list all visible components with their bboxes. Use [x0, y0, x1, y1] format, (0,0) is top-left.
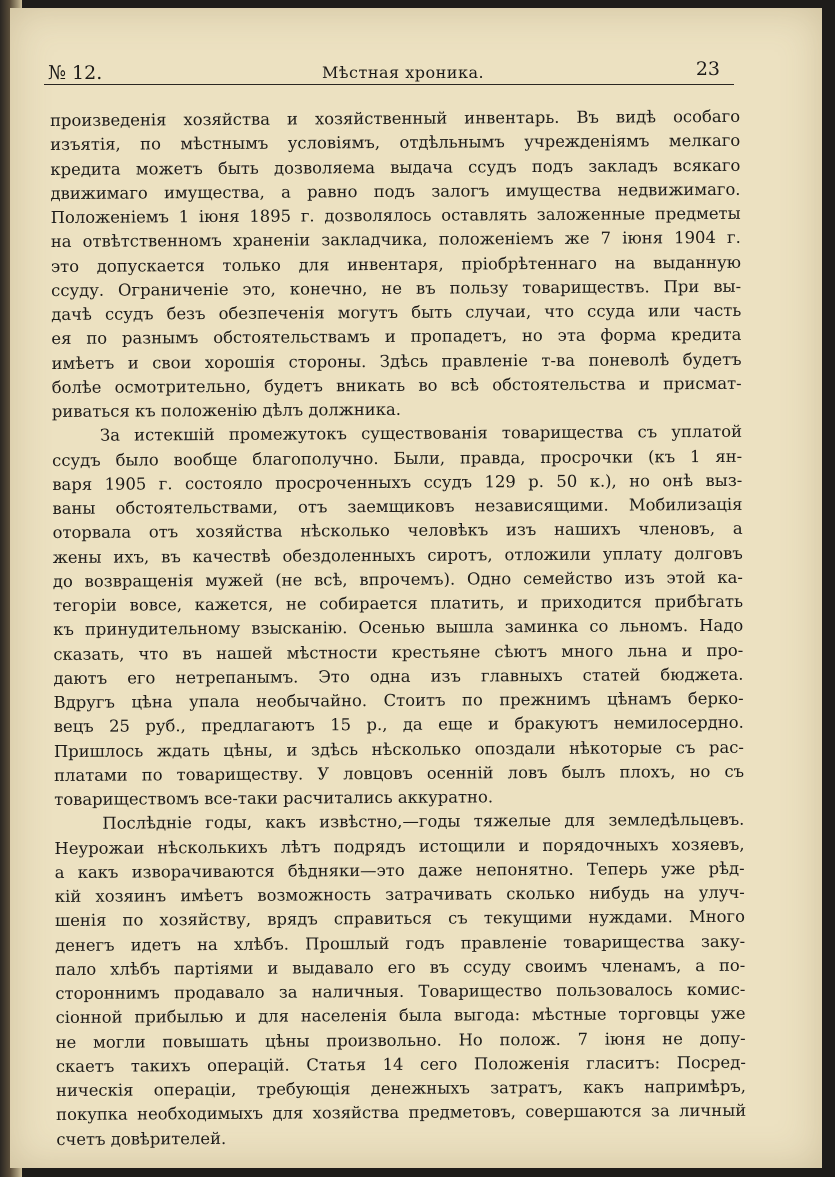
text-line: шенія по хозяйству, врядъ справиться съ текущими нуждами. Много	[54, 907, 746, 931]
text-line: сіонной прибылью и для населенія была выгода: мѣстные торговцы уже	[55, 1004, 746, 1028]
text-line: Неурожаи нѣсколькихъ лѣтъ подрядъ истощили и порядочныхъ хозяевъ,	[54, 834, 745, 858]
text-line: кій хозяинъ имѣетъ возможность затрачивать сколько нибудь на улуч-	[54, 882, 745, 906]
text-line: За истекшій промежутокъ существованія товарищества съ уплатой	[99, 422, 743, 445]
text-line: стороннимъ продавало за наличныя. Товарищество пользовалось комис-	[55, 979, 746, 1003]
text-line: это допускается только для инвентаря, пріобрѣтеннаго на выданную	[50, 252, 742, 276]
paragraph	[52, 420, 744, 812]
header-rule	[44, 84, 734, 85]
text-line: Положеніемъ 1 іюня 1895 г. дозволялось оставлять заложенные предметы	[50, 203, 741, 227]
paragraph	[50, 105, 742, 424]
text-line: а какъ изворачиваются бѣдняки—это даже непонятно. Теперь уже рѣд-	[54, 858, 745, 882]
running-header	[40, 58, 734, 84]
text-line: ническія операціи, требующія денежныхъ затратъ, какъ напримѣръ,	[55, 1076, 747, 1100]
text-line: изъятія, по мѣстнымъ условіямъ, отдѣльнымъ учрежденіямъ мелкаго	[50, 131, 741, 155]
text-line: не могли повышать цѣны произвольно. Но полож. 7 іюня не допу-	[55, 1028, 746, 1052]
issue-number: № 12.	[48, 62, 103, 84]
text-line: кредита можетъ быть дозволяема выдача ссудъ подъ закладъ всякаго	[50, 155, 741, 179]
text-line: варя 1905 г. состояло просроченныхъ ссудъ 129 р. 50 к.), но онѣ выз-	[52, 470, 743, 494]
text-line: имѣетъ и свои хорошія стороны. Здѣсь правленіе т-ва поневолѣ будетъ	[51, 349, 742, 373]
text-line: сказать, что въ нашей мѣстности крестьяне сѣютъ много льна и про-	[53, 640, 744, 664]
text-line: платами по товариществу. У ловцовъ осенній ловъ былъ плохъ, но съ	[54, 761, 745, 785]
text-line: вецъ 25 руб., предлагаютъ 15 р., да еще и бракуютъ немилосердно.	[53, 713, 744, 737]
text-line: тегоріи вовсе, кажется, не собирается платить, и приходится прибѣгать	[52, 591, 744, 615]
text-line: риваться къ положенію дѣлъ должника.	[51, 399, 401, 421]
text-line: Вдругъ цѣна упала необычайно. Стоитъ по прежнимъ цѣнамъ берко-	[53, 688, 744, 712]
text-line: даютъ его нетрепанымъ. Это одна изъ главныхъ статей бюджета.	[53, 664, 744, 688]
paragraph	[54, 808, 746, 1152]
text-line: покупка необходимыхъ для хозяйства предметовъ, совершаются за личный	[56, 1101, 747, 1125]
text-line: ссуду. Ограниченіе это, конечно, не въ пользу товариществъ. При вы-	[51, 276, 742, 300]
text-line: жены ихъ, въ качествѣ обездоленныхъ сиротъ, отложили уплату долговъ	[52, 543, 743, 567]
text-line: пало хлѣбъ партіями и выдавало его въ ссуду своимъ членамъ, а по-	[55, 955, 746, 979]
text-line: скаетъ такихъ операцій. Статья 14 сего Положенія гласитъ: Посред-	[55, 1052, 746, 1076]
text-line: оторвала отъ хозяйства нѣсколько человѣкъ изъ нашихъ членовъ, а	[52, 519, 743, 543]
text-line: счетъ довѣрителей.	[56, 1128, 227, 1149]
text-line: ссудъ было вообще благополучно. Были, правда, просрочки (къ 1 ян-	[52, 446, 743, 470]
text-line: къ принудительному взысканію. Осенью вышла заминка со льномъ. Надо	[53, 616, 744, 640]
section-title: Мѣстная хроника.	[322, 63, 485, 82]
text-line: товариществомъ все-таки расчитались аккуратно.	[54, 787, 494, 809]
text-line: Пришлось ждать цѣны, и здѣсь нѣсколько опоздали нѣкоторые съ рас-	[53, 737, 744, 761]
text-line: ваны обстоятельствами, отъ заемщиковъ независящими. Мобилизація	[52, 494, 743, 518]
text-line: до возвращенія мужей (не всѣ, впрочемъ). Одно семейство изъ этой ка-	[52, 567, 743, 591]
text-line: на отвѣтственномъ храненіи закладчика, положеніемъ же 7 іюня 1904 г.	[50, 228, 741, 252]
text-line: произведенія хозяйства и хозяйственный инвентарь. Въ видѣ особаго	[50, 106, 741, 130]
text-line: болѣе осмотрительно, будетъ вникать во всѣ обстоятельства и присмат-	[51, 373, 742, 397]
text-line: движимаго имущества, а равно подъ залогъ имущества недвижимаго.	[50, 179, 741, 203]
text-line: дачѣ ссудъ безъ обезпеченія могутъ быть случаи, что ссуда или часть	[51, 300, 742, 324]
page-number: 23	[695, 58, 720, 80]
text-line: ея по разнымъ обстоятельствамъ и пропадетъ, но эта форма кредита	[51, 325, 742, 349]
text-line: денегъ идетъ на хлѣбъ. Прошлый годъ правленіе товарищества заку-	[55, 931, 746, 955]
article-body	[50, 105, 746, 1152]
text-line: Послѣдніе годы, какъ извѣстно,—годы тяжелые для земледѣльцевъ.	[102, 810, 745, 833]
